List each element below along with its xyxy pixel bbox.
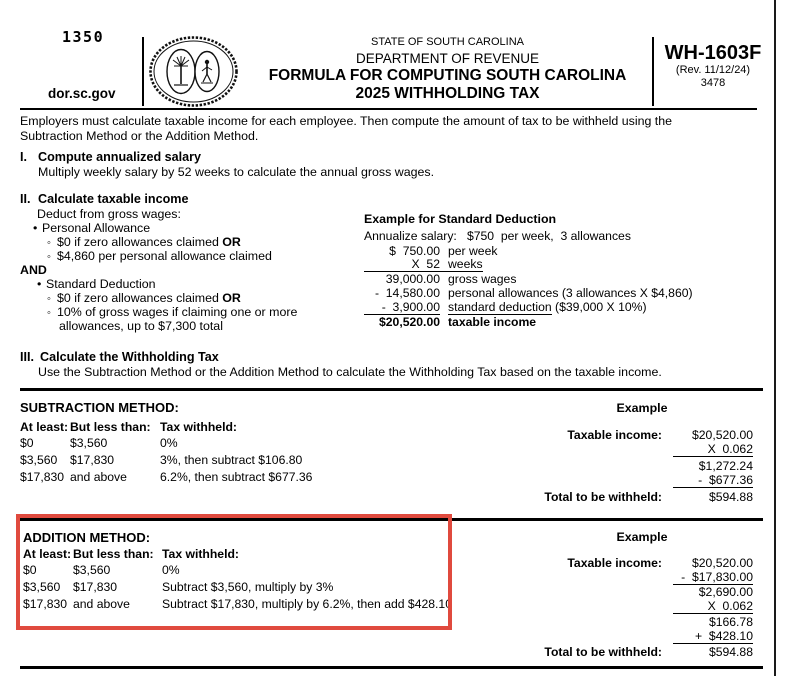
- table-cell: $3,560: [70, 436, 108, 450]
- section3-title: Calculate the Withholding Tax: [40, 350, 219, 364]
- std-example-title: Example for Standard Deduction: [364, 212, 557, 226]
- label-personal-allowances: personal allowances (3 allowances X $4,860): [448, 286, 693, 300]
- calc-value: + $428.10: [673, 629, 753, 644]
- form-id: 3478: [700, 77, 726, 89]
- std-example-total-row: [364, 315, 536, 329]
- std-example-row: [364, 244, 497, 258]
- pa-option-2: [47, 249, 272, 263]
- sd-option-2-cont: [59, 319, 223, 333]
- table-cell: $3,560: [20, 453, 58, 467]
- table-cell: $3,560: [73, 563, 111, 577]
- subtraction-example-title: Example: [616, 401, 668, 415]
- label-per-week: per week: [448, 244, 498, 258]
- calc-value: $166.78: [708, 614, 753, 629]
- add-col-at-least: At least:: [23, 547, 72, 561]
- personal-allowance-label: Personal Allowance: [42, 221, 151, 235]
- std-example-annualize-line: Annualize salary: $750 per week, 3 allowances: [364, 229, 631, 243]
- table-cell: $17,830: [23, 597, 68, 611]
- intro-line2: Subtraction Method or the Addition Method.: [20, 129, 259, 143]
- add-col-but-less-than: But less than:: [73, 547, 154, 561]
- section-rule-3: [20, 666, 763, 669]
- page-right-border: [774, 0, 776, 676]
- pa-option1-text: $0 if zero allowances claimed: [57, 235, 223, 249]
- section1-title: Compute annualized salary: [38, 150, 202, 164]
- or-label: OR: [222, 235, 241, 249]
- subtraction-method-title: SUBTRACTION METHOD:: [20, 400, 179, 415]
- sub-col-at-least: At least:: [20, 420, 69, 434]
- form-revision: (Rev. 11/12/24): [675, 64, 751, 76]
- sd-option2-line1: 10% of gross wages if claiming one or more: [57, 305, 298, 319]
- intro-line1: Employers must calculate taxable income for each employee. Then compute the amount of tax to be withheld using the: [20, 114, 673, 128]
- header-divider-left: [142, 37, 144, 106]
- circle-bullet-icon: ◦: [47, 307, 51, 319]
- label-standard-deduction-main: standard deduction: [448, 300, 552, 314]
- sd-option2-line2: allowances, up to $7,300 total: [59, 319, 223, 333]
- calc-value: $20,520.00: [692, 427, 753, 442]
- subtraction-example-calc: [435, 426, 753, 504]
- calc-value: X 0.062: [673, 599, 753, 614]
- table-cell: 6.2%, then subtract $677.36: [160, 470, 313, 484]
- table-cell: $17,830: [70, 453, 115, 467]
- header-rule: [20, 108, 757, 110]
- header-divider-right: [652, 37, 654, 106]
- section2-title: Calculate taxable income: [38, 192, 189, 206]
- table-cell: Subtract $17,830, multiply by 6.2%, then add $428.10: [162, 597, 452, 611]
- section1-number: I.: [20, 150, 27, 164]
- calc-value: $20,520.00: [692, 555, 753, 570]
- form-number: WH-1603F: [664, 42, 762, 64]
- section-rule-1: [20, 388, 763, 391]
- table-cell: $17,830: [73, 580, 118, 594]
- section3-body: Use the Subtraction Method or the Addition Method to calculate the Withholding Tax based on the taxable income.: [38, 365, 662, 379]
- sub-col-but-less-than: But less than:: [70, 420, 151, 434]
- form-title-line1: FORMULA FOR COMPUTING SOUTH CAROLINA: [268, 67, 627, 84]
- header-state-line: STATE OF SOUTH CAROLINA: [371, 36, 524, 48]
- std-example-row: [364, 257, 483, 272]
- table-cell: Subtract $3,560, multiply by 3%: [162, 580, 334, 594]
- addition-example-title: Example: [616, 530, 668, 544]
- amount-per-week: $ 750.00: [389, 244, 440, 258]
- amount-personal-allowances: - 14,580.00: [374, 286, 440, 300]
- total-withheld-value: $594.88: [708, 489, 753, 504]
- amount-weeks-multiplier: X 52: [364, 257, 440, 272]
- label-taxable-income: taxable income: [448, 315, 537, 329]
- pa-option2-text: $4,860 per personal allowance claimed: [57, 249, 272, 263]
- highlight-box-addition-method: [16, 514, 452, 630]
- dor-website-text: dor.sc.gov: [48, 86, 116, 101]
- add-col-tax-withheld: Tax withheld:: [162, 547, 239, 561]
- std-example-row: [364, 286, 693, 300]
- label-standard-deduction-calc: ($39,000 X 10%): [551, 300, 647, 314]
- calc-value: $2,690.00: [698, 585, 753, 600]
- table-cell: 0%: [162, 563, 180, 577]
- table-cell: $3,560: [23, 580, 61, 594]
- sd-option-1: [47, 291, 241, 305]
- taxable-income-label: Taxable income:: [567, 555, 662, 570]
- standard-deduction-label: Standard Deduction: [46, 277, 156, 291]
- sd-option-2: [47, 305, 297, 319]
- table-cell: $0: [20, 436, 34, 450]
- south-carolina-state-seal-icon: [149, 36, 238, 107]
- header-department-line: DEPARTMENT OF REVENUE: [355, 51, 540, 66]
- section2-lead: Deduct from gross wages:: [37, 207, 181, 221]
- section2-number: II.: [20, 192, 31, 206]
- bullet-standard-deduction: [37, 277, 156, 291]
- table-cell: $0: [23, 563, 37, 577]
- pa-option-1: [47, 235, 241, 249]
- calc-value: - $17,830.00: [673, 570, 753, 585]
- label-gross-wages: gross wages: [448, 272, 517, 286]
- form-title-block: [250, 35, 645, 103]
- sd-option1-text: $0 if zero allowances claimed: [57, 291, 223, 305]
- table-cell: 0%: [160, 436, 178, 450]
- circle-bullet-icon: ◦: [47, 237, 51, 249]
- taxable-income-label: Taxable income:: [567, 427, 662, 442]
- form-title-line2: 2025 WITHHOLDING TAX: [355, 85, 540, 102]
- form-barcode-number: 1350: [62, 28, 105, 46]
- circle-bullet-icon: ◦: [47, 251, 51, 263]
- bullet-personal-allowance: [33, 221, 150, 235]
- amount-taxable-income: $20,520.00: [379, 315, 440, 329]
- total-withheld-value: $594.88: [708, 644, 753, 659]
- std-example-row: [364, 300, 647, 315]
- label-standard-deduction: [440, 300, 647, 315]
- table-cell: $17,830: [20, 470, 65, 484]
- intro-paragraph: [20, 114, 768, 144]
- table-cell: and above: [73, 597, 130, 611]
- bullet-icon: •: [33, 221, 38, 235]
- section1-body: Multiply weekly salary by 52 weeks to calculate the annual gross wages.: [38, 165, 435, 179]
- label-weeks: weeks: [440, 257, 483, 272]
- section3-number: III.: [20, 350, 34, 364]
- std-example-row: [364, 272, 516, 286]
- total-withheld-label: Total to be withheld:: [544, 489, 662, 504]
- form-number-block: [656, 42, 770, 90]
- and-label: AND: [20, 263, 47, 277]
- or-label: OR: [222, 291, 241, 305]
- total-withheld-label: Total to be withheld:: [544, 644, 662, 659]
- calc-value: $1,272.24: [698, 458, 753, 473]
- calc-value: - $677.36: [673, 473, 753, 488]
- circle-bullet-icon: ◦: [47, 293, 51, 305]
- table-cell: 3%, then subtract $106.80: [160, 453, 303, 467]
- table-cell: and above: [70, 470, 127, 484]
- addition-method-title: ADDITION METHOD:: [23, 530, 151, 545]
- addition-example-calc: [435, 555, 753, 659]
- amount-gross-wages: 39,000.00: [385, 272, 440, 286]
- amount-standard-deduction: - 3,900.00: [364, 300, 440, 315]
- sub-col-tax-withheld: Tax withheld:: [160, 420, 237, 434]
- calc-value: X 0.062: [673, 442, 753, 457]
- bullet-icon: •: [37, 277, 42, 291]
